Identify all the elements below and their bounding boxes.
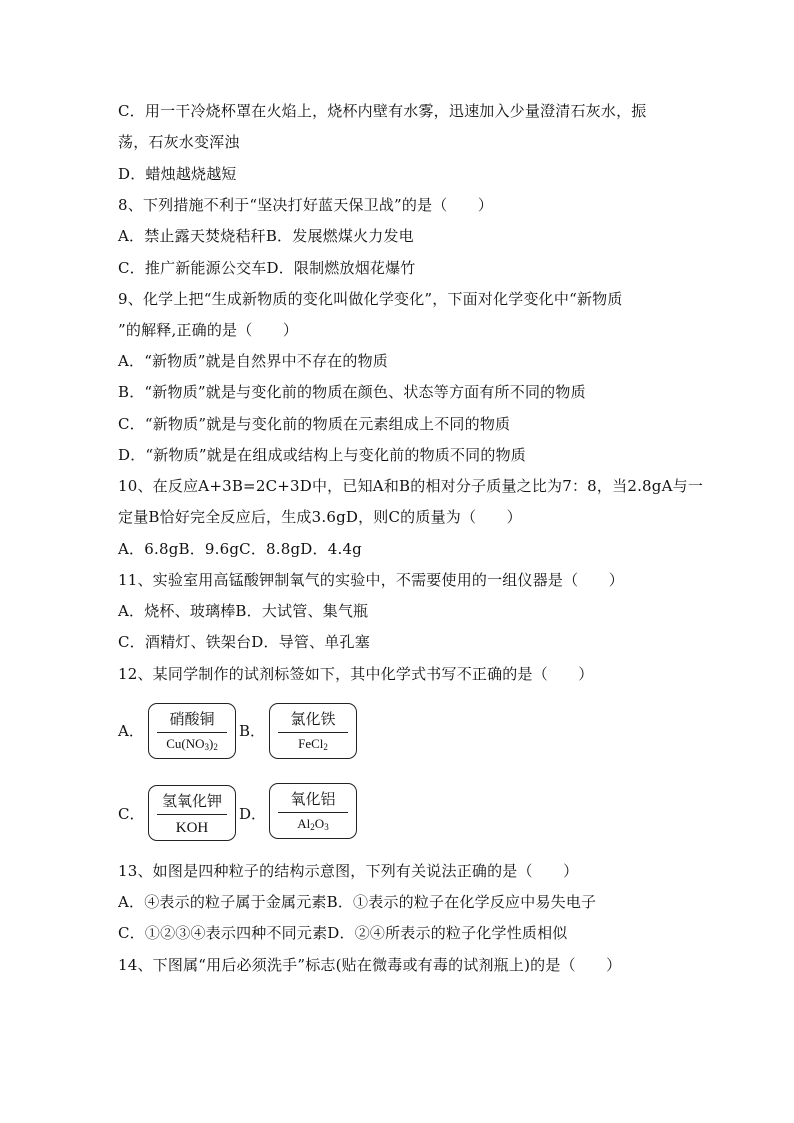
q11-options-ab: A．烧杯、玻璃棒B．大试管、集气瓶 bbox=[118, 602, 369, 620]
reagent-name-d: 氧化铝 bbox=[290, 790, 336, 808]
q9-option-d: D．“新物质”就是在组成或结构上与变化前的物质不同的物质 bbox=[118, 446, 526, 464]
q10-stem-line1: 10、在反应A+3B=2C+3D中，已知A和B的相对分子质量之比为7：8，当2.8gA与一 bbox=[118, 477, 704, 495]
reagent-name-c: 氢氧化钾 bbox=[161, 792, 222, 810]
q11-stem: 11、实验室用高锰酸钾制氧气的实验中，不需要使用的一组仪器是（ ） bbox=[118, 571, 624, 589]
q12-option-a-letter: A． bbox=[118, 722, 144, 740]
q7-option-c-line2: 荡，石灰水变浑浊 bbox=[118, 133, 240, 151]
reagent-formula-d: $Al_2O_3$ bbox=[297, 816, 329, 832]
q14-stem: 14、下图属“用后必须洗手”标志(贴在微毒或有毒的试剂瓶上)的是（ ） bbox=[118, 956, 622, 974]
q7-option-d: D．蜡烛越烧越短 bbox=[118, 165, 237, 183]
reagent-label-d bbox=[269, 783, 357, 839]
q12-stem: 12、某同学制作的试剂标签如下，其中化学式书写不正确的是（ ） bbox=[118, 665, 594, 683]
q8-options-cd: C．推广新能源公交车D．限制燃放烟花爆竹 bbox=[118, 259, 416, 277]
q13-options-ab: A．④表示的粒子属于金属元素B．①表示的粒子在化学反应中易失电子 bbox=[118, 893, 597, 911]
label-divider bbox=[278, 812, 348, 813]
q9-option-a: A．“新物质”就是自然界中不存在的物质 bbox=[118, 352, 388, 370]
q11-options-cd: C．酒精灯、铁架台D．导管、单孔塞 bbox=[118, 633, 370, 651]
q12-option-c-letter: C． bbox=[118, 805, 145, 823]
label-divider bbox=[157, 732, 227, 733]
q8-options-ab: A．禁止露天焚烧秸秆B．发展燃煤火力发电 bbox=[118, 227, 414, 245]
reagent-formula-a: $Cu(NO_3)_2$ bbox=[166, 736, 218, 752]
reagent-formula-c: KOH bbox=[175, 820, 209, 836]
reagent-label-a bbox=[148, 703, 236, 759]
reagent-label-c bbox=[148, 785, 236, 841]
q9-option-c: C．“新物质”就是与变化前的物质在元素组成上不同的物质 bbox=[118, 415, 511, 433]
reagent-label-b bbox=[269, 703, 357, 759]
q9-stem-line2: ”的解释,正确的是（ ） bbox=[118, 321, 299, 339]
q13-stem: 13、如图是四种粒子的结构示意图，下列有关说法正确的是（ ） bbox=[118, 862, 579, 880]
q12-option-d-letter: D． bbox=[239, 805, 267, 823]
reagent-name-b: 氯化铁 bbox=[290, 710, 336, 728]
q13-options-cd: C．①②③④表示四种不同元素D．②④所表示的粒子化学性质相似 bbox=[118, 924, 568, 942]
q10-stem-line2: 定量B恰好完全反应后，生成3.6gD，则C的质量为（ ） bbox=[118, 508, 522, 526]
reagent-formula-b: FeCl$_2$ bbox=[298, 736, 328, 752]
q12-option-b-letter: B． bbox=[239, 722, 266, 740]
reagent-name-a: 硝酸铜 bbox=[169, 710, 215, 728]
q10-options: A．6.8gB．9.6gC．8.8gD．4.4g bbox=[118, 540, 362, 558]
q9-option-b: B．“新物质”就是与变化前的物质在颜色、状态等方面有所不同的物质 bbox=[118, 383, 586, 401]
label-divider bbox=[157, 814, 227, 815]
q8-stem: 8、下列措施不利于“坚决打好蓝天保卫战”的是（ ） bbox=[118, 196, 494, 214]
q7-option-c-line1: C．用一干冷烧杯罩在火焰上，烧杯内壁有水雾，迅速加入少量澄清石灰水，振 bbox=[118, 102, 647, 120]
q9-stem-line1: 9、化学上把“生成新物质的变化叫做化学变化”，下面对化学变化中“新物质 bbox=[118, 290, 623, 308]
label-divider bbox=[278, 732, 348, 733]
